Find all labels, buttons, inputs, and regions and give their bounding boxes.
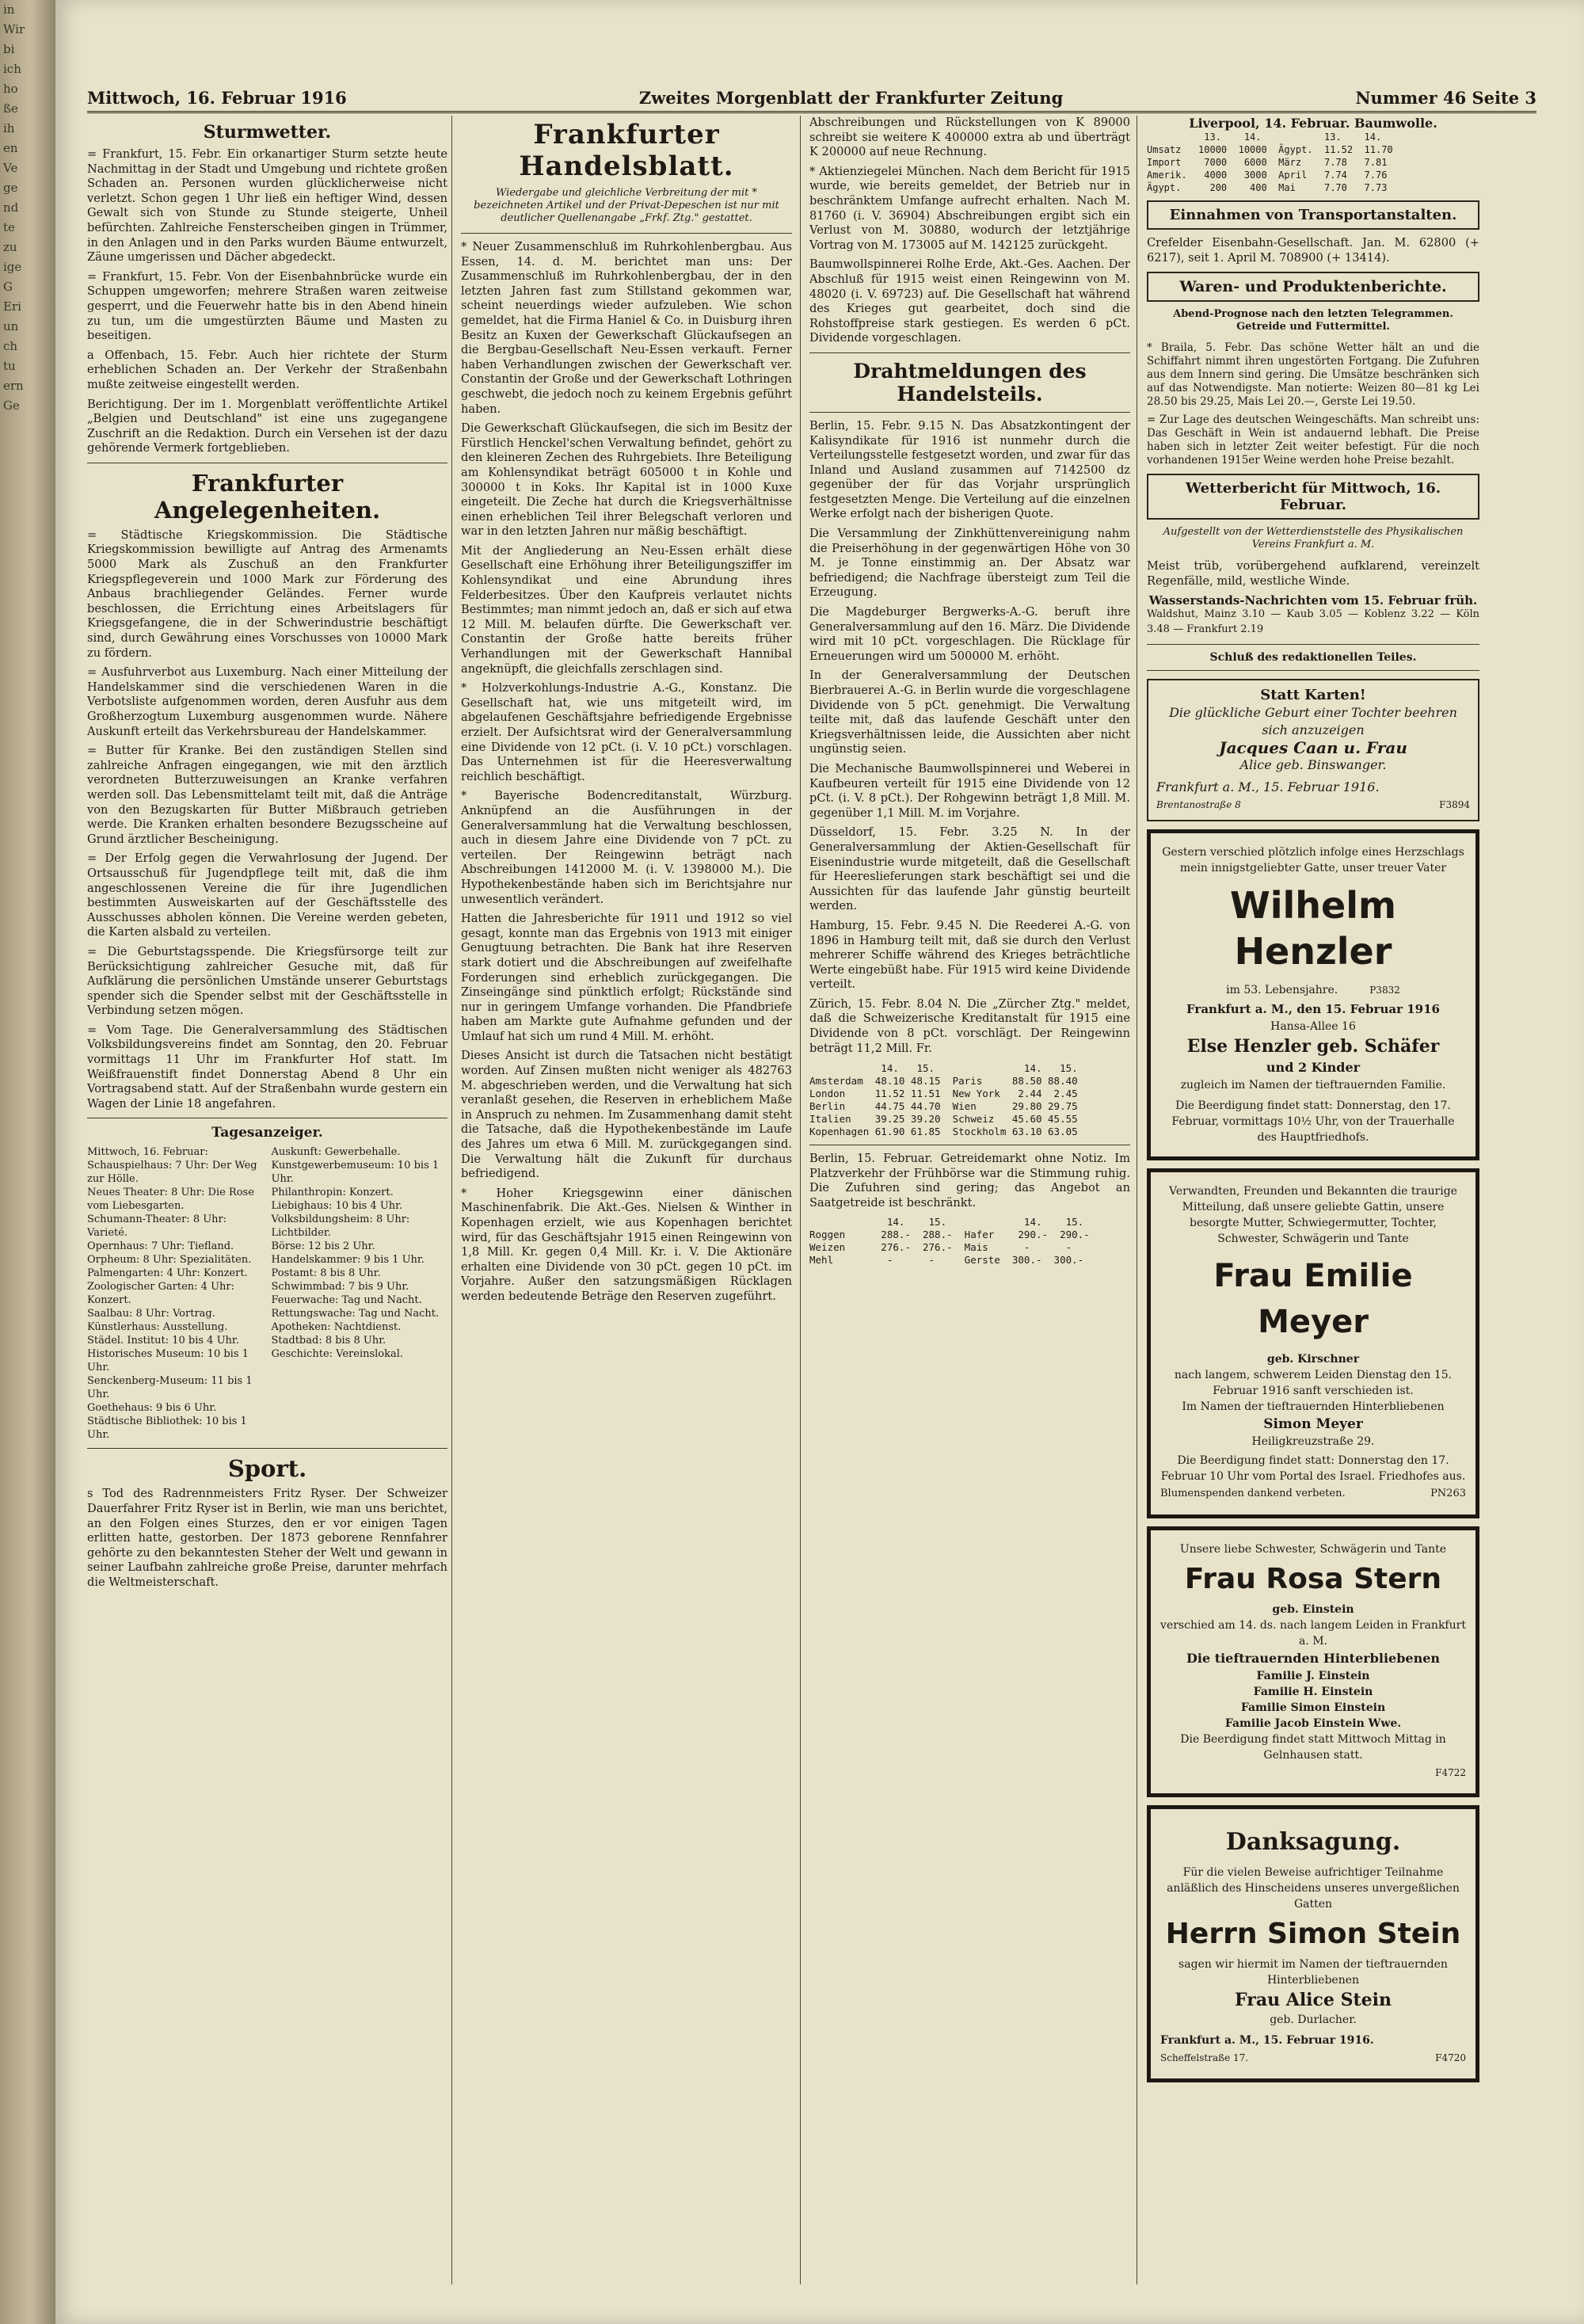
adjacent-page-fragment: Ge xyxy=(3,398,20,413)
ad-text: sagen wir hiermit im Namen der tieftrauernden Hinterbliebenen xyxy=(1178,1957,1448,1987)
storm-article-cont: = Frankfurt, 15. Febr. Von der Eisenbahnbrücke wurde ein Schuppen umgeworfen; mehrere Straßen waren zeitweise gesperrt, und die Feuerwehr hatte bis in den Abend hinein zu tun, um die umgestürzten Bäume und Masten zu beseitigen. xyxy=(87,269,447,343)
ad-family-name: Familie H. Einstein xyxy=(1253,1685,1373,1698)
adjacent-page-fragment: te xyxy=(3,220,15,234)
ruhr-coal-article-3: Mit der Angliederung an Neu-Essen erhält diese Gesellschaft eine Erhöhung ihrer Beteiligungsziffer im Kohlensyndikat und eine Abrundung ihres Felderbesitzes. Über den Kaufpreis verlautet nichts Bestimmtes; man nimmt jedoch an, daß er sich auf etwa 12 Mill. M. belaufen dürfte. Die Gewerkschaft ver. Constantin der Große hatte bereits früher Verhandlungen mit der Gewerkschaft Hannibal angeknüpft, die gleichfalls zerschlagen sind. xyxy=(461,543,792,676)
ad-family-name: Familie Jacob Einstein Wwe. xyxy=(1224,1716,1402,1730)
ad-text: Die tieftrauernden Hinterbliebenen xyxy=(1186,1650,1441,1666)
daily-guide-right: Auskunft: Gewerbehalle. Kunstgewerbemuseum: 10 bis 1 Uhr. Philanthropin: Konzert. Liebighaus: 10 bis 4 Uhr. Volksbildungsheim: 8 Uhr: Lichtbilder. Börse: 12 bis 2 Uhr. Handelskammer: 9 bis 1 Uhr. Postamt: 8 bis 8 Uhr. Schwimmbad: 7 bis 9 Uhr. Feuerwache: Tag und Nacht. Rettungswache: Tag und Nacht. Apotheken: Nachtdienst. Stadtbad: 8 bis 8 Uhr. Geschichte: Vereinslokal. xyxy=(271,1146,440,1361)
storm-article: = Frankfurt, 15. Febr. Ein orkanartiger Sturm setzte heute Nachmittag in der Stadt und Umgebung und richtete großen Schaden an. Personen wurden glücklicherweise nicht verletzt. Schon gegen 1 Uhr ließ ein heftiger Wind, dessen Gewalt sich von Stunde zu Stunde steigerte, Unheil befürchten. Zahlreiche Fensterscheiben gingen in Trümmer, in den Anlagen und in den Parks wurden Bäume entwurzelt, Zäune umgerissen und Dächer abgedeckt. xyxy=(87,147,447,265)
deceased-name: Frau Rosa Stern xyxy=(1184,1562,1442,1595)
bavarian-credit-article-2: Hatten die Jahresberichte für 1911 und 1912 so viel gesagt, konnte man das Ergebnis von 1913 mit einiger Genugtuung betrachten. Die Bank hat ihre Reserven stark dotiert und die Abschreibungen auf zweifelhafte Forderungen sind erheblich zurückgegangen. Die Zinseingänge sind pünktlich erfolgt; Rückstände sind nur in geringem Umfange vorhanden. Die Pfandbriefe haben am Markte gute Aufnahme gefunden und der Umlauf hat sich um rund 4 Mill. M. erhöht. xyxy=(461,912,792,1043)
adjacent-page-fragment: tu xyxy=(3,359,16,373)
ad-text: geb. Kirschner xyxy=(1266,1352,1360,1366)
ad-code: F3894 xyxy=(1439,798,1470,810)
business-section-title: Frankfurter Handelsblatt. xyxy=(519,119,734,182)
ad-code: F4720 xyxy=(1435,2052,1466,2063)
war-commission-article: = Städtische Kriegskommission. Die Städtische Kriegskommission bewilligte auf Antrag des Armenamts 5000 Mark als Zuschuß an den Frankfurter Kriegspflegeverein und 1000 Mark zur Förderung des Anbaus brachliegender Geländes. Ferner wurde beschlossen, die Errichtung eines Arbeitslagers für Kriegsgefangene, die in der Schwerindustrie beschäftigt sind, durch Gewährung eines Vorschusses von 10000 Mark zu fördern. xyxy=(87,528,447,660)
masthead-page-number: Nummer 46 Seite 3 xyxy=(1355,88,1536,108)
masthead-title: Zweites Morgenblatt der Frankfurter Zeitung xyxy=(638,88,1064,108)
ad-funeral-notice: Die Beerdigung findet statt: Donnerstag den 17. Februar 10 Uhr vom Portal des Israel. Friedhofes aus. xyxy=(1160,1453,1466,1483)
adjacent-page-fragment: nd xyxy=(3,200,19,215)
zinc-article: Die Versammlung der Zinkhüttenvereinigung nahm die Preiserhöhung in der gegenwärtigen Höhe von 30 M. je Tonne einstimmig an. Der Absatz war befriedigend; die Nachfrage übersteigt zum Teil die Erzeugung. xyxy=(809,527,1130,600)
ad-parents-name: Jacques Caan u. Frau xyxy=(1219,737,1407,757)
masthead-date: Mittwoch, 16. Februar 1916 xyxy=(87,88,347,108)
commodity-subhead: Abend-Prognose nach den letzten Telegrammen. Getreide und Futtermittel. xyxy=(1173,308,1453,333)
ad-address: Brentanostraße 8 xyxy=(1156,798,1241,810)
newspaper-page xyxy=(55,0,1584,2324)
danish-machine-article: * Hoher Kriegsgewinn einer dänischen Maschinenfabrik. Die Akt.-Ges. Nielsen & Winther in Kopenhagen erzielt, wie aus Kopenhagen berichtet wird, für das Geschäftsjahr 1915 einen Reingewinn von 1,8 Mill. Kr. gegen 0,4 Mill. Kr. i. V. Die Aktionäre erhalten eine Dividende von 30 pCt. gegen 10 pCt. im Vorjahre. Außer den satzungsmäßigen Rücklagen werden bedeutende Beträge den Reserven zugeführt. xyxy=(461,1186,792,1303)
adjacent-page-fragment: zu xyxy=(3,240,17,254)
ad-text: und 2 Kinder xyxy=(1266,1059,1361,1075)
birthday-donation-article: = Die Geburtstagsspende. Die Kriegsfürsorge teilt zur Berücksichtigung zahlreicher Gesuche mit, daß für Aufklärung die persönlichen Umstände unserer Geburtstags spender sich die Spender selbst mit der Geschäftsstelle in Verbindung setzen mögen. xyxy=(87,944,447,1018)
ad-text: Im Namen der tieftrauernden Hinterbliebenen xyxy=(1182,1400,1445,1413)
deceased-name: Herrn Simon Stein xyxy=(1165,1917,1461,1950)
transport-revenue-head: Einnahmen von Transportanstalten. xyxy=(1147,200,1479,230)
adjacent-page-fragment: Ve xyxy=(3,161,18,175)
ad-text: zugleich im Namen der tieftrauernden Familie. xyxy=(1180,1078,1446,1092)
page-masthead xyxy=(87,76,1536,113)
ad-text: Die glückliche Geburt einer Tochter beehren sich anzuzeigen xyxy=(1169,704,1457,737)
butter-article: = Butter für Kranke. Bei den zuständigen Stellen sind zahlreiche Anfragen eingegangen, wie mit den ärztlich verordneten Butterzuweisungen an Kranke verfahren werden soll. Das Lebensmittelamt teilt mit, daß die Anträge von den Bezugskarten für Butter Mißbrauch getrieben werde. Die Kranken erhalten besondere Bezugsscheine auf Grund ärztlicher Bescheinigung. xyxy=(87,744,447,846)
obituary-henzler xyxy=(1147,829,1479,1160)
obituary-meyer xyxy=(1147,1168,1479,1518)
wine-trade-report: = Zur Lage des deutschen Weingeschäfts. Man schreibt uns: Das Geschäft in Wein ist andauernd lebhaft. Die Preise haben sich in letzter Zeit weiter befestigt. Für die noch vorhandenen 1915er Weine werden hohe Preise bezahlt. xyxy=(1147,413,1479,467)
grain-market-article: Berlin, 15. Februar. Getreidemarkt ohne Notiz. Im Platzverkehr der Frühbörse war die Stimmung ruhig. Die Zufuhren sind gering; das Angebot an Saatgetreide ist beschränkt. xyxy=(809,1152,1130,1210)
ad-text: geb. Durlacher. xyxy=(1270,2013,1357,2026)
ad-text: verschied am 14. ds. nach langem Leiden in Frankfurt a. M. xyxy=(1160,1618,1466,1648)
liverpool-cotton-table: 13. 14. 13. 14. Umsatz 10000 10000 Ägypt. 11.52 11.70 Import 7000 6000 März 7.78 7.81 Amerik. 4000 3000 April 7.74 7.76 Ägypt. 200 400 Mai 7.70 7.73 xyxy=(1147,131,1393,193)
ad-address: Heiligkreuzstraße 29. xyxy=(1251,1434,1375,1448)
liverpool-cotton-head: Liverpool, 14. Februar. Baumwolle. xyxy=(1189,116,1437,131)
deceased-name: Wilhelm Henzler xyxy=(1230,883,1396,973)
ad-funeral-notice: Die Beerdigung findet statt: Donnerstag, den 17. Februar, vormittags 10½ Uhr, von der Trauerhalle des Hauptfriedhofs. xyxy=(1171,1099,1455,1144)
ad-family-name: Familie J. Einstein xyxy=(1256,1669,1370,1682)
bavarian-credit-article-3: Dieses Ansicht ist durch die Tatsachen nicht bestätigt worden. Auf Zinsen mußten nicht weniger als 482763 M. abgeschrieben werden, und die Verwaltung hat sich veranlaßt gesehen, die Reserven in erheblichem Maße in Anspruch zu nehmen. Im Zusammenhang damit steht die Tatsache, daß die Hypothekenbestände im Laufe des Jahres um etwa 6 Mill. M. zurückgegangen sind. Die Verwaltung hält die Zukunft für durchaus befriedigend. xyxy=(461,1049,792,1181)
birth-announcement xyxy=(1147,679,1479,821)
potash-article: Berlin, 15. Febr. 9.15 N. Das Absatzkontingent der Kalisyndikate für 1916 ist nunmehr durch die Verteilungsstelle festgesetzt worden, und zwar für das Inland und Ausland zusammen auf 7142500 dz gegenüber der für das Vorjahr ursprünglich festgesetzten Menge. Die Verteilung auf die einzelnen Werke erfolgt nach der bisherigen Quote. xyxy=(809,418,1130,521)
ad-family-name: Familie Simon Einstein xyxy=(1240,1701,1386,1714)
zurich-article: Zürich, 15. Febr. 8.04 N. Die „Zürcher Ztg." meldet, daß die Schweizerische Kreditanstalt für 1915 eine Dividende von 8 pCt. vorschlägt. Der Reingewinn beträgt 11,2 Mill. Fr. xyxy=(809,996,1130,1055)
ad-text: nach langem, schwerem Leiden Dienstag den 15. Februar 1916 sanft verschieden ist. xyxy=(1174,1368,1453,1397)
sport-headline: Sport. xyxy=(227,1455,307,1483)
ruhr-coal-article-2: Die Gewerkschaft Glückaufsegen, die sich im Besitz der Fürstlich Henckel'schen Verwaltung befindet, gehört zu den kleineren Zechen des Ruhrgebiets. Ihre Beteiligung am Kohlensyndikat beträgt 605000 t in Kohle und 300000 t in Koks. Ihr Kapital ist in 1000 Kuxe eingeteilt. Die Zeche hat durch die Kriegsverhältnisse einen erheblichen Teil ihrer Belegschaft verloren und war in den letzten Jahren nur mäßig beschäftigt. xyxy=(461,421,792,539)
weather-report-head: Wetterbericht für Mittwoch, 16. Februar. xyxy=(1147,474,1479,520)
hamburg-shipping-article: Hamburg, 15. Febr. 9.45 N. Die Reederei A.-G. von 1896 in Hamburg teilt mit, daß sie durch den Verlust mehrerer Schiffe während des Krieges beträchtliche Werte eingebüßt habe. Für 1915 wird keine Dividende verteilt. xyxy=(809,918,1130,992)
brickworks-article: * Aktienziegelei München. Nach dem Bericht für 1915 wurde, wie bereits gemeldet, der Betrieb nur in beschränktem Umfange aufrecht erhalten. Nach M. 81760 (i. V. 36904) Abschreibungen ergibt sich ein Verlust von M. 30880, wodurch der letztjährige Vortrag von M. 173005 auf M. 142125 zurückgeht. xyxy=(809,164,1130,252)
ad-widow-name: Else Henzler geb. Schäfer xyxy=(1186,1035,1440,1057)
ad-place-date: Frankfurt a. M., 15. Februar 1916. xyxy=(1160,2033,1374,2047)
weather-forecast: Meist trüb, vorübergehend aufklarend, vereinzelt Regenfälle, mild, westliche Winde. xyxy=(1147,559,1479,588)
ad-signer-name: Frau Alice Stein xyxy=(1235,1989,1392,2010)
column-local-news xyxy=(87,116,447,2284)
ad-text: im 53. Lebensjahre. xyxy=(1226,983,1338,996)
adjacent-page-fragment: ih xyxy=(3,121,15,135)
export-ban-article: = Ausfuhrverbot aus Luxemburg. Nach einer Mitteilung der Handelskammer sind die verschiedenen Waren in die Verbotsliste aufgenommen worden, deren Ausfuhr aus dem Großherzogtum Luxemburg ausgenommen wurde. Nähere Auskunft erteilt das Verkehrsbureau der Handelskammer. xyxy=(87,665,447,738)
ad-text: Gestern verschied plötzlich infolge eines Herzschlags mein innigstgeliebter Gatte, unser treuer Vater xyxy=(1162,845,1464,874)
adjacent-page-strip xyxy=(0,0,55,2324)
ad-text: Unsere liebe Schwester, Schwägerin und Tante xyxy=(1179,1542,1447,1556)
ad-heading: Danksagung. xyxy=(1225,1827,1401,1856)
ad-code: P3832 xyxy=(1369,984,1400,996)
business-section-note: Wiedergabe und gleichliche Verbreitung der mit * bezeichneten Artikel und der Privat-Depeschen ist nur mit deutlicher Quellenangabe „Frkf. Ztg." gestattet. xyxy=(474,187,779,224)
wood-carbonization-article: * Holzverkohlungs-Industrie A.-G., Konstanz. Die Gesellschaft hat, wie uns mitgeteilt wird, im abgelaufenen Geschäftsjahre befriedigende Ergebnisse erzielt. Der Aufsichtsrat wird der Generalversammlung eine Dividende von 12 pCt. (i. V. 10 pCt.) vorschlagen. Das Unternehmen ist für die Heeresverwaltung reichlich beschäftigt. xyxy=(461,681,792,783)
adjacent-page-fragment: Wir xyxy=(3,22,25,36)
adjacent-page-fragment: ige xyxy=(3,260,22,274)
ad-text: Alice geb. Binswanger. xyxy=(1239,756,1387,772)
adjacent-page-fragment: en xyxy=(3,141,18,155)
exchange-rate-table: 14. 15. 14. 15. Amsterdam 48.10 48.15 Paris 88.50 88.40 London 11.52 11.51 New York 2.44 2.45 Berlin 44.75 44.70 Wien 29.80 29.75 Italien 39.25 39.20 Schweiz 45.60 45.55 Kopenhagen 61.90 61.85 Stockholm 63.10 63.05 xyxy=(809,1062,1078,1138)
adjacent-page-fragment: ge xyxy=(3,181,18,195)
ad-funeral-notice: Die Beerdigung findet statt Mittwoch Mittag in Gelnhausen statt. xyxy=(1180,1732,1446,1762)
braila-grain-report: * Braila, 5. Febr. Das schöne Wetter hält an und die Schiffahrt nimmt ihren ungestörten Fortgang. Die Zufuhren aus dem Innern sind gering. Die Umsätze beschränken sich auf das Notwendigste. Man notierte: Weizen 80—81 kg Lei 28.50 bis 29.25, Mais Lei 20.—, Gerste Lei 19.50. xyxy=(1147,341,1479,409)
ruhr-coal-article: * Neuer Zusammenschluß im Ruhrkohlenbergbau. Aus Essen, 14. d. M. berichtet man uns: Der Zusammenschluß im Ruhrkohlenbergbau, der in den letzten Jahren fast zum Stillstand gekommen war, scheint neuerdings wieder aufzuleben. Wie schon gemeldet, hat die Firma Haniel & Co. in Duisburg ihren Besitz an Kuxen der Gewerkschaft Glückaufsegen an die Bergbau-Gesellschaft Neu-Essen verkauft. Ferner haben Verhandlungen zwischen der Gewerkschaft ver. Constantin der Große und der Gewerkschaft Lothringen geschwebt, die jedoch noch zu keinem Ergebnis geführt haben. xyxy=(461,240,792,416)
ad-place-date: Frankfurt a. M., 15. Februar 1916. xyxy=(1156,779,1380,794)
ad-address: Hansa-Allee 16 xyxy=(1270,1019,1356,1033)
column-markets-and-ads xyxy=(1147,116,1479,2284)
daily-guide-left: Mittwoch, 16. Februar: Schauspielhaus: 7 Uhr: Der Weg zur Hölle. Neues Theater: 8 Uhr: Die Rose vom Liebesgarten. Schumann-Theater: 8 Uhr: Varieté. Opernhaus: 7 Uhr: Tiefland. Orpheum: 8 Uhr: Spezialitäten. Palmengarten: 4 Uhr: Konzert. Zoologischer Garten: 4 Uhr: Konzert. Saalbau: 8 Uhr: Vortrag. Künstlerhaus: Ausstellung. Städel. Institut: 10 bis 4 Uhr. Historisches Museum: 10 bis 1 Uhr. Senckenberg-Museum: 11 bis 1 Uhr. Goethehaus: 9 bis 6 Uhr. Städtische Bibliothek: 10 bis 1 Uhr. xyxy=(87,1146,257,1442)
youth-article: = Der Erfolg gegen die Verwahrlosung der Jugend. Der Ortsausschuß für Jugendpflege teilt mit, daß die ihm angeschlossenen Vereine die für ihre Jugendlichen bestimmten Ausweiskarten auf der Geschäftsstelle des Ausschusses abholen können. Die Vereine werden gebeten, die Karten alsbald zu verteilen. xyxy=(87,851,447,939)
adjacent-page-fragment: ße xyxy=(3,101,18,116)
correction-notice: Berichtigung. Der im 1. Morgenblatt veröffentlichte Artikel „Belgien und Deutschland" ist eine uns zugegangene Zuschrift an die Redaktion. Durch ein Versehen ist der dazu gehörende Vermerk fortgeblieben. xyxy=(87,397,447,455)
adjacent-page-fragment: in xyxy=(3,2,15,17)
column-wire-news xyxy=(809,116,1130,2284)
obituary-stern xyxy=(1147,1526,1479,1797)
duesseldorf-article: Düsseldorf, 15. Febr. 3.25 N. In der Generalversammlung der Aktien-Gesellschaft für Eisenindustrie wurde mitgeteilt, daß die Gesellschaft für Heereslieferungen stark beschäftigt sei und die Aussichten für das laufende Jahr günstig beurteilt werden. xyxy=(809,825,1130,913)
storm-headline: Sturmwetter. xyxy=(203,122,332,143)
column-divider xyxy=(451,116,452,2284)
deceased-name: Frau Emilie Meyer xyxy=(1213,1257,1413,1340)
end-of-editorial: Schluß des redaktionellen Teiles. xyxy=(1209,650,1417,664)
ad-text: Für die vielen Beweise aufrichtiger Teilnahme anläßlich des Hinscheidens unseres unvergeßlichen Gatten xyxy=(1167,1865,1460,1911)
ad-heading: Statt Karten! xyxy=(1260,686,1366,703)
crefeld-railway-revenue: Crefelder Eisenbahn-Gesellschaft. Jan. M. 62800 (+ 6217), seit 1. April M. 708900 (+ 13414). xyxy=(1147,236,1479,265)
adjacent-page-fragment: bi xyxy=(3,42,15,56)
commodity-reports-head: Waren- und Produktenberichte. xyxy=(1147,272,1479,302)
adjacent-page-fragment: G xyxy=(3,280,13,294)
adjacent-page-fragment: ch xyxy=(3,339,18,353)
local-affairs-headline: Frankfurter Angelegenheiten. xyxy=(154,469,381,524)
adjacent-page-fragment: ho xyxy=(3,82,18,96)
ad-signer-name: Simon Meyer xyxy=(1263,1415,1363,1432)
write-off-article: Abschreibungen und Rückstellungen von K 89000 schreibt sie weitere K 400000 extra ab und überträgt K 200000 auf neue Rechnung. xyxy=(809,116,1130,159)
ad-code: PN263 xyxy=(1430,1487,1466,1499)
ad-text: Verwandten, Freunden und Bekannten die traurige Mitteilung, daß unsere geliebte Gattin, unsere besorgte Mutter, Schwiegermutter, Tochter, Schwester, Schwägerin und Tante xyxy=(1169,1184,1457,1245)
adjacent-page-fragment: Eri xyxy=(3,299,21,314)
thank-you-notice xyxy=(1147,1805,1479,2082)
bavarian-credit-article: * Bayerische Bodencreditanstalt, Würzburg. Anknüpfend an die Ausführungen in der Generalversammlung hat die Verwaltung beschlossen, auch in diesem Jahre eine Dividende von 7 pCt. zu verteilen. Der Reingewinn beträgt nach Abschreibungen 1412000 M. (i. V. 1398000 M.). Die Hypothekenbestände haben sich im Berichtsjahre nur unwesentlich verändert. xyxy=(461,789,792,906)
ad-text: geb. Einstein xyxy=(1272,1602,1354,1616)
adjacent-page-fragment: un xyxy=(3,319,19,333)
cotton-mill-article: Baumwollspinnerei Rolhe Erde, Akt.-Ges. Aachen. Der Abschluß für 1915 weist einen Reingewinn von M. 48020 (i. V. 69723) auf. Die Gesellschaft hat während des Krieges gut gearbeitet, doch sind die Rohstoffpreise stark gestiegen. Es werden 6 pCt. Dividende vorgeschlagen. xyxy=(809,257,1130,345)
column-divider xyxy=(800,116,801,2284)
wire-reports-headline: Drahtmeldungen des Handelsteils. xyxy=(853,359,1087,406)
daily-news-article: = Vom Tage. Die Generalversammlung des Städtischen Volksbildungsvereins findet am Sonntag, den 20. Februar vormittags 11 Uhr im Frankfurter Hof statt. Im Weißfrauenstift findet Donnerstag Abend 8 Uhr ein Vortragsabend statt. Auf der Straßenbahn wurde gestern ein Wagen der Linie 18 angefahren. xyxy=(87,1023,447,1111)
weather-source: Aufgestellt von der Wetterdienststelle des Physikalischen Vereins Frankfurt a. M. xyxy=(1163,526,1464,551)
adjacent-page-fragment: ich xyxy=(3,62,21,76)
grain-price-table: 14. 15. 14. 15. Roggen 288.- 288.- Hafer 290.- 290.- Weizen 276.- 276.- Mais - - Mehl - - Gerste 300.- 300.- xyxy=(809,1215,1090,1266)
magdeburg-mining-article: Die Magdeburger Bergwerks-A.-G. beruft ihre Generalversammlung auf den 16. März. Die Dividende wird mit 10 pCt. vorgeschlagen. Die Rücklage für Erneuerungen wird um 500000 M. erhöht. xyxy=(809,605,1130,663)
storm-offenbach: a Offenbach, 15. Febr. Auch hier richtete der Sturm erheblichen Schaden an. Der Verkehr der Straßenbahn mußte zeitweise eingestellt werden. xyxy=(87,348,447,391)
adjacent-page-fragment: ern xyxy=(3,379,24,393)
daily-guide-headline: Tagesanzeiger. xyxy=(211,1125,323,1141)
daily-guide-listing xyxy=(87,1145,447,1442)
column-business-news xyxy=(461,116,792,2284)
kaufbeuren-article: Die Mechanische Baumwollspinnerei und Weberei in Kaufbeuren verteilt für 1915 eine Dividende von 12 pCt. (i. V. 8 pCt.). Der Rohgewinn beträgt 1,8 Mill. M. gegenüber 1,1 Mill. M. im Vorjahre. xyxy=(809,761,1130,820)
ad-text: Blumenspenden dankend verbeten. xyxy=(1160,1487,1346,1499)
water-levels: Waldshut, Mainz 3.10 — Kaub 3.05 — Koblenz 3.22 — Köln 3.48 — Frankfurt 2.19 xyxy=(1147,608,1479,635)
brewery-article: In der Generalversammlung der Deutschen Bierbrauerei A.-G. in Berlin wurde die vorgeschlagene Dividende von 5 pCt. genehmigt. Die Verwaltung teilte mit, daß das laufende Geschäft unter den Kriegsverhältnissen leide, die Aussichten aber nicht ungünstig seien. xyxy=(809,669,1130,756)
ad-place-date: Frankfurt a. M., den 15. Februar 1916 xyxy=(1186,1001,1440,1016)
ad-code: F4722 xyxy=(1435,1766,1466,1778)
water-levels-head: Wasserstands-Nachrichten vom 15. Februar früh. xyxy=(1148,593,1478,608)
ad-address: Scheffelstraße 17. xyxy=(1160,2052,1249,2063)
sport-article: s Tod des Radrennmeisters Fritz Ryser. Der Schweizer Dauerfahrer Fritz Ryser ist in Berlin, wie man uns berichtet, an den Folgen eines Sturzes, den er vor einigen Tagen erlitten hatte, gestorben. Der 1873 geborene Rennfahrer gehörte zu den bekanntesten Steher der Welt und gewann in seiner Laufbahn zahlreiche große Preise, darunter mehrfach die Weltmeisterschaft. xyxy=(87,1487,447,1589)
